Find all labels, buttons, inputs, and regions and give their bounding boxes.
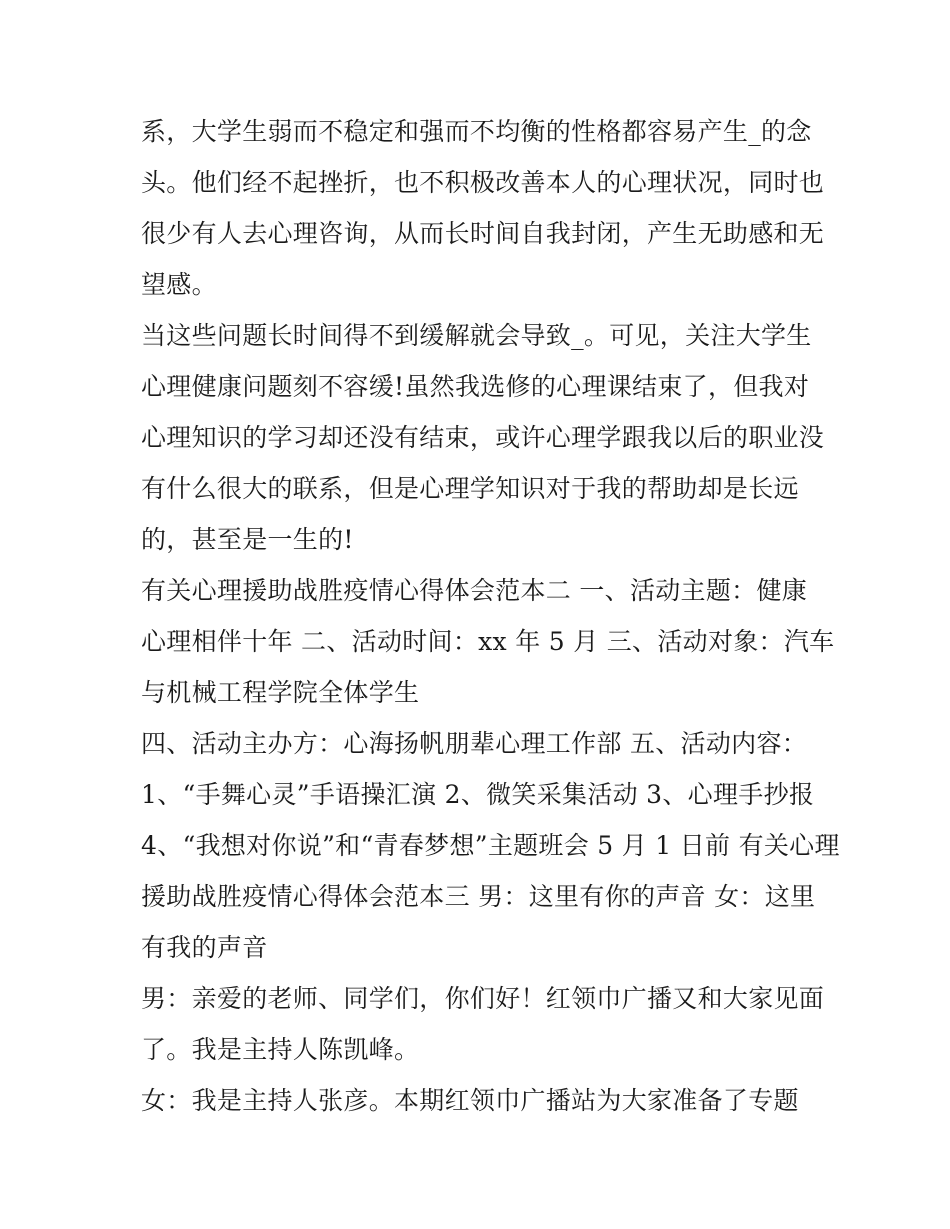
text-line: 望感。 — [141, 270, 217, 299]
text-line: 援助战胜疫情心得体会范本三 男：这里有你的声音 女：这里 — [141, 882, 816, 911]
text-line: 四、活动主办方：心海扬帆朋辈心理工作部 五、活动内容： — [141, 729, 808, 758]
text-line: 心理知识的学习却还没有结束，或许心理学跟我以后的职业没 — [141, 423, 825, 452]
text-line: 心理相伴十年 二、活动时间：xx 年 5 月 三、活动对象：汽车 — [141, 627, 835, 656]
text-line: 当这些问题长时间得不到缓解就会导致_。可见，关注大学生 — [141, 321, 812, 350]
text-line: 了。我是主持人陈凯峰。 — [141, 1035, 420, 1064]
text-line: 有我的声音 — [141, 933, 268, 962]
document-body — [141, 106, 840, 1126]
text-line: 很少有人去心理咨询，从而长时间自我封闭，产生无助感和无 — [141, 219, 825, 248]
text-line: 女：我是主持人张彦。本期红领巾广播站为大家准备了专题 — [141, 1086, 799, 1115]
text-line: 有什么很大的联系，但是心理学知识对于我的帮助却是长远 — [141, 474, 799, 503]
text-line: 有关心理援助战胜疫情心得体会范本二 一、活动主题：健康 — [141, 576, 808, 605]
text-line: 头。他们经不起挫折，也不积极改善本人的心理状况，同时也 — [141, 168, 825, 197]
text-line: 1、“手舞心灵”手语操汇演 2、微笑采集活动 3、心理手抄报 — [141, 780, 815, 809]
text-line: 心理健康问题刻不容缓!虽然我选修的心理课结束了，但我对 — [141, 372, 810, 401]
text-line: 男：亲爱的老师、同学们，你们好！红领巾广播又和大家见面 — [141, 984, 825, 1013]
text-line: 的，甚至是一生的! — [141, 525, 354, 554]
text-line: 4、“我想对你说”和“青春梦想”主题班会 5 月 1 日前 有关心理 — [141, 831, 840, 860]
text-line: 系，大学生弱而不稳定和强而不均衡的性格都容易产生_的念 — [141, 117, 812, 146]
text-line: 与机械工程学院全体学生 — [141, 678, 420, 707]
